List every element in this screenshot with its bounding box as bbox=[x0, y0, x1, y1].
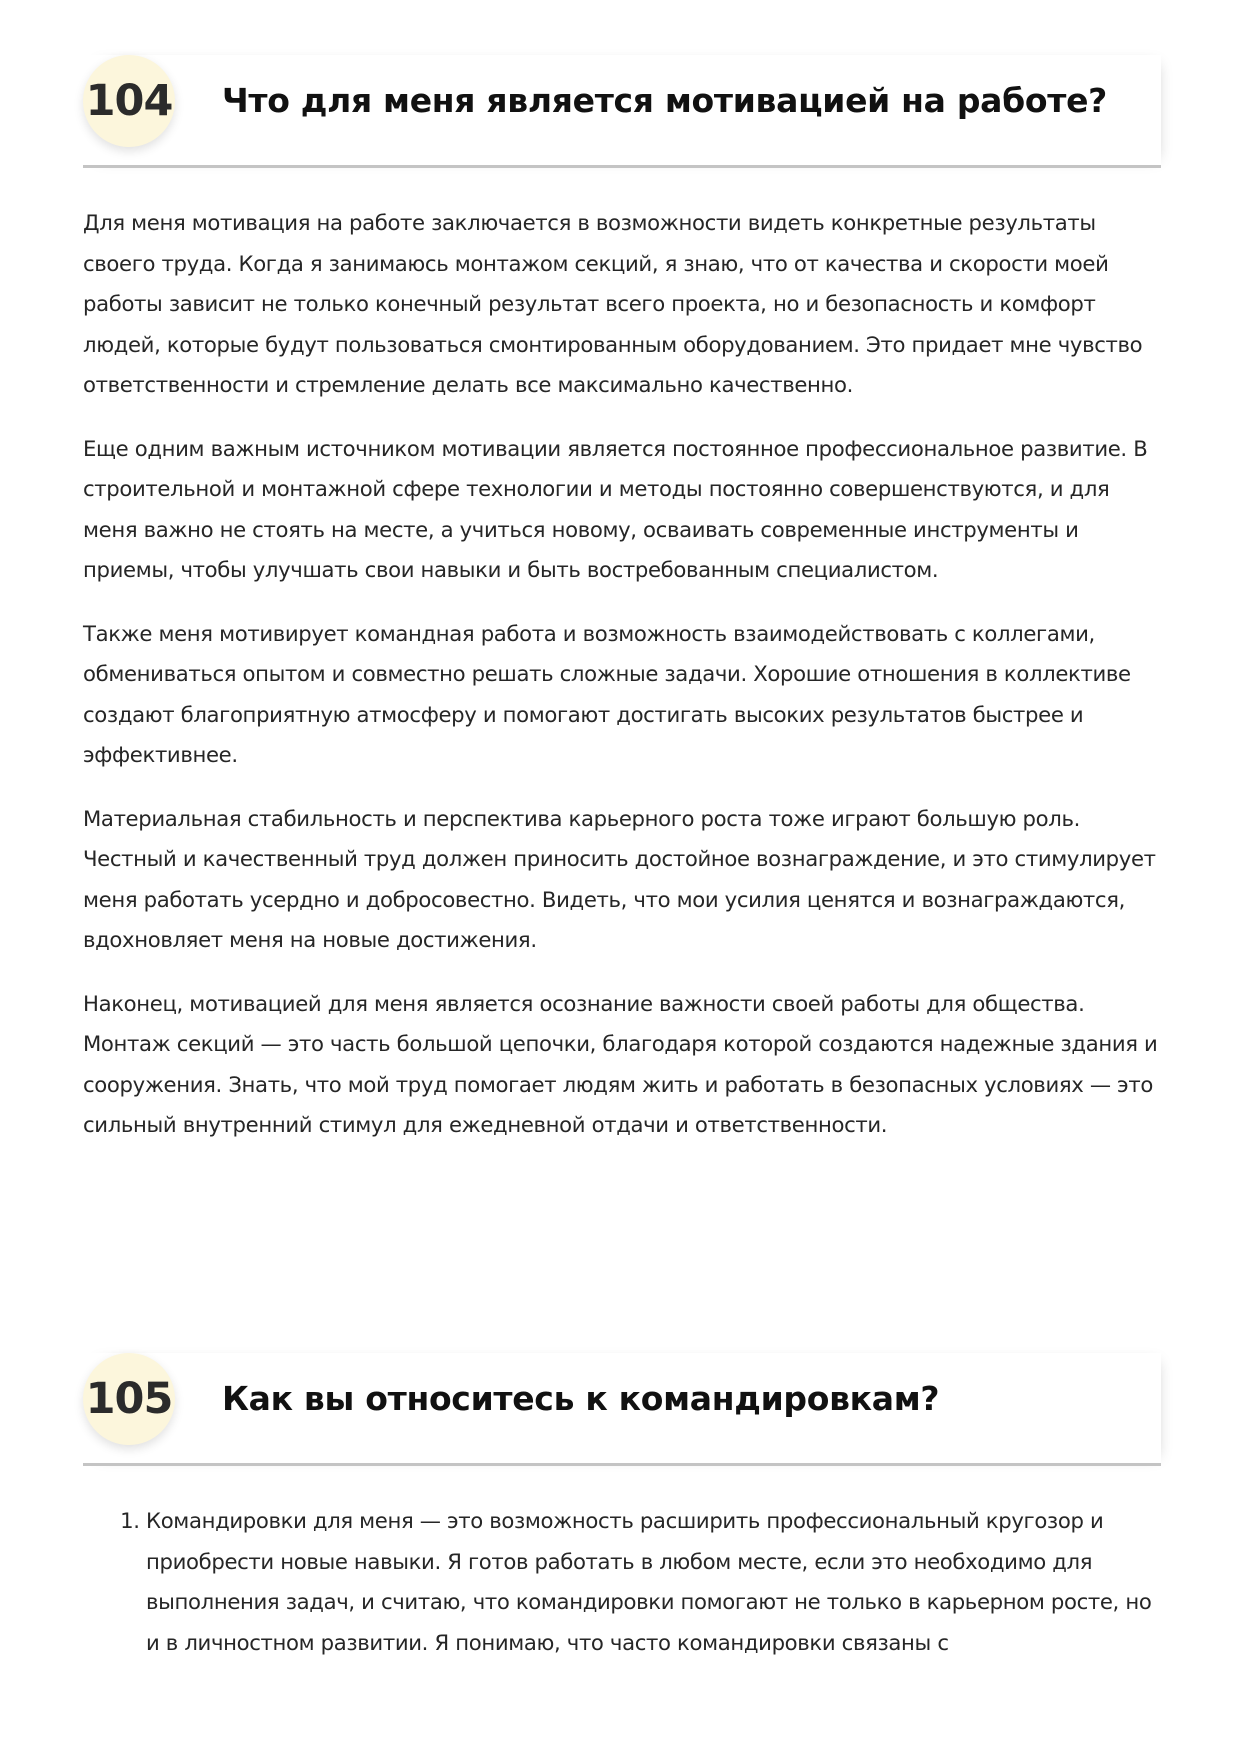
question-header-105 bbox=[83, 1353, 1161, 1466]
answer-paragraph: Наконец, мотивацией для меня является осознание важности своей работы для общества. Монтаж секций — это часть большой цепочки, благодаря которой создаются надежные здания и сооружения. Знать, что мой труд помогает людям жить и работать в безопасных условиях — это сильный внутренний стимул для ежедневной отдачи и ответственности. bbox=[83, 990, 1158, 1137]
question-title: Как вы относитесь к командировкам? bbox=[222, 1379, 940, 1418]
answer-body-104 bbox=[83, 203, 1163, 1169]
answer-paragraph: Материальная стабильность и перспектива карьерного роста тоже играют большую роль. Честный и качественный труд должен приносить достойное вознаграждение, и это стимулирует меня работать усердно и добросовестно. Видеть, что мои усилия ценятся и вознаграждаются, вдохновляет меня на новые достижения. bbox=[83, 805, 1156, 952]
list-item: 1. Командировки для меня — это возможность расширить профессиональный кругозор и приобрести новые навыки. Я готов работать в любом месте, если это необходимо для выполнения задач, и считаю, что командировки помогают не только в карьерном росте, но и в личностном развитии. Я понимаю, что часто командировки связаны с bbox=[146, 1501, 1163, 1663]
answer-paragraph: Для меня мотивация на работе заключается в возможности видеть конкретные результаты своего труда. Когда я занимаюсь монтажом секций, я знаю, что от качества и скорости моей работы зависит не только конечный результат всего проекта, но и безопасность и комфорт людей, которые будут пользоваться смонтированным оборудованием. Это придает мне чувство ответственности и стремление делать все максимально качественно. bbox=[83, 210, 1143, 397]
question-header-104 bbox=[83, 55, 1161, 168]
question-title: Что для меня является мотивацией на работе? bbox=[222, 81, 1107, 120]
answer-body-105 bbox=[83, 1501, 1163, 1663]
answer-paragraph: Еще одним важным источником мотивации является постоянное профессиональное развитие. В строительной и монтажной сфере технологии и методы постоянно совершенствуются, и для меня важно не стоять на месте, а учиться новому, осваивать современные инструменты и приемы, чтобы улучшать свои навыки и быть востребованным специалистом. bbox=[83, 435, 1148, 582]
question-number-badge: 104 bbox=[83, 55, 175, 147]
answer-list bbox=[83, 1501, 1163, 1663]
answer-paragraph: Также меня мотивирует командная работа и возможность взаимодействовать с коллегами, обмениваться опытом и совместно решать сложные задачи. Хорошие отношения в коллективе создают благоприятную атмосферу и помогают достигать высоких результатов быстрее и эффективнее. bbox=[83, 620, 1131, 767]
question-number-badge: 105 bbox=[83, 1353, 175, 1445]
